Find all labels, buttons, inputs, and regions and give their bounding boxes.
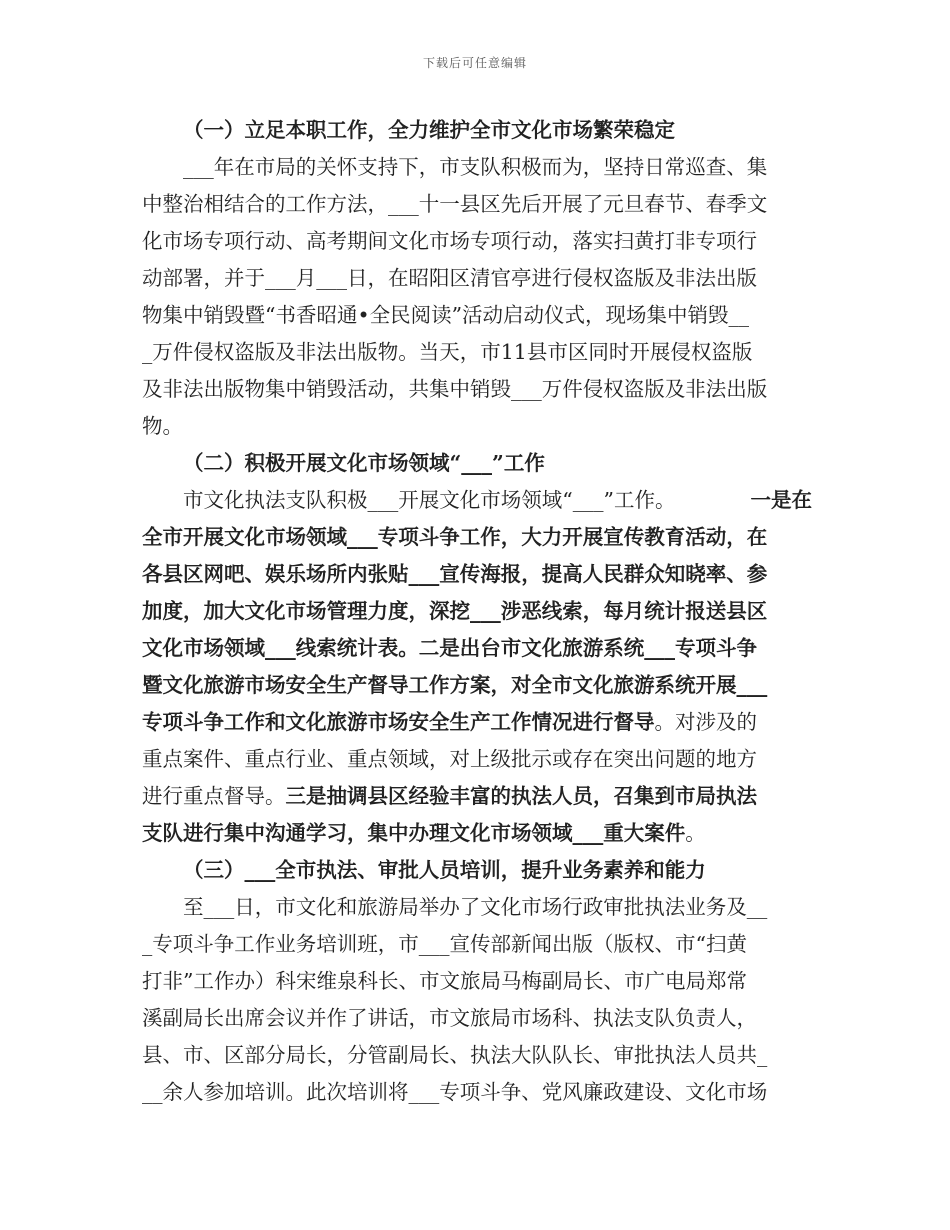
document-body: [142, 112, 812, 1111]
paragraph-2-line: [142, 778, 812, 815]
paragraph-2-bold-line: 暨文化旅游市场安全生产督导工作方案，对全市文化旅游系统开展___: [142, 673, 768, 697]
paragraph-2-line: 重点案件、重点行业、重点领域，对上级批示或存在突出问题的地方: [142, 747, 757, 771]
paragraph-3-line: __余人参加培训。此次培训将___专项斗争、党风廉政建设、文化市场: [142, 1080, 768, 1104]
paragraph-2-bold-text: 专项斗争工作和文化旅游市场安全生产工作情况进行督导: [142, 710, 655, 734]
paragraph-2-text: 进行重点督导。: [142, 784, 286, 808]
paragraph-2-text: 。: [685, 821, 706, 845]
paragraph-3-line: 县、市、区部分局长，分管副局长、执法大队队长、审批执法人员共_: [142, 1043, 768, 1067]
paragraph-3-line: 溪副局长出席会议并作了讲话，市文旅局市场科、执法支队负责人，: [142, 1006, 757, 1030]
paragraph-1-line: 及非法出版物集中销毁活动，共集中销毁___万件侵权盗版及非法出版: [142, 377, 768, 401]
paragraph-2-bold-line: 各县区网吧、娱乐场所内张贴___宣传海报，提高人民群众知晓率、参: [142, 562, 768, 586]
paragraph-3-line: 至___日，市文化和旅游局举办了文化市场行政审批执法业务及__: [183, 895, 768, 919]
paragraph-2-line: [142, 815, 812, 852]
paragraph-3-line: 打非”工作办）科宋维泉科长、市文旅局马梅副局长、市广电局郑常: [142, 969, 747, 993]
section-heading-3: （三）___全市执法、审批人员培训，提升业务素养和能力: [183, 858, 706, 882]
section-heading-2: （二）积极开展文化市场领域“___”工作: [183, 451, 545, 475]
paragraph-2-text: 市文化执法支队积极___开展文化市场领域“___”工作。: [183, 488, 676, 512]
paragraph-1-line: 物集中销毁暨“书香昭通•全民阅读”活动启动仪式，现场集中销毁__: [142, 303, 750, 327]
paragraph-2-bold-text: 三是抽调县区经验丰富的执法人员，召集到市局执法: [285, 784, 757, 808]
paragraph-1-line: 动部署，并于___月___日，在昭阳区清官亭进行侵权盗版及非法出版: [142, 266, 757, 290]
paragraph-1-line: ___年在市局的关怀支持下，市支队积极而为，坚持日常巡查、集: [183, 155, 768, 179]
paragraph-1-line: 化市场专项行动、高考期间文化市场专项行动，落实扫黄打非专项行: [142, 229, 757, 253]
page-header-note: 下载后可任意编辑: [422, 56, 527, 70]
paragraph-3-line: _专项斗争工作业务培训班，市___宣传部新闻出版（版权、市“扫黄: [142, 932, 747, 956]
paragraph-2-bold-line: 文化市场领域___线索统计表。二是出台市文化旅游系统___专项斗争: [142, 636, 757, 660]
paragraph-2-line: [142, 704, 812, 741]
paragraph-1-line: _万件侵权盗版及非法出版物。当天，市11县市区同时开展侵权盗版: [142, 340, 753, 364]
paragraph-1-line: 物。: [142, 414, 183, 438]
paragraph-2-bold-line: 全市开展文化市场领域___专项斗争工作，大力开展宣传教育活动，在: [142, 525, 768, 549]
paragraph-2-text: 。对涉及的: [654, 710, 757, 734]
paragraph-2-bold-line: 加度，加大文化市场管理力度，深挖___涉恶线索，每月统计报送县区: [142, 599, 768, 623]
paragraph-1-line: 中整治相结合的工作方法，___十一县区先后开展了元旦春节、春季文: [142, 192, 768, 216]
paragraph-2-bold-text: 支队进行集中沟通学习，集中办理文化市场领域___重大案件: [142, 821, 686, 845]
paragraph-2-bold-text: 一是在: [750, 488, 812, 512]
paragraph-2-line: [142, 482, 812, 519]
section-heading-1: （一）立足本职工作，全力维护全市文化市场繁荣稳定: [183, 118, 675, 142]
